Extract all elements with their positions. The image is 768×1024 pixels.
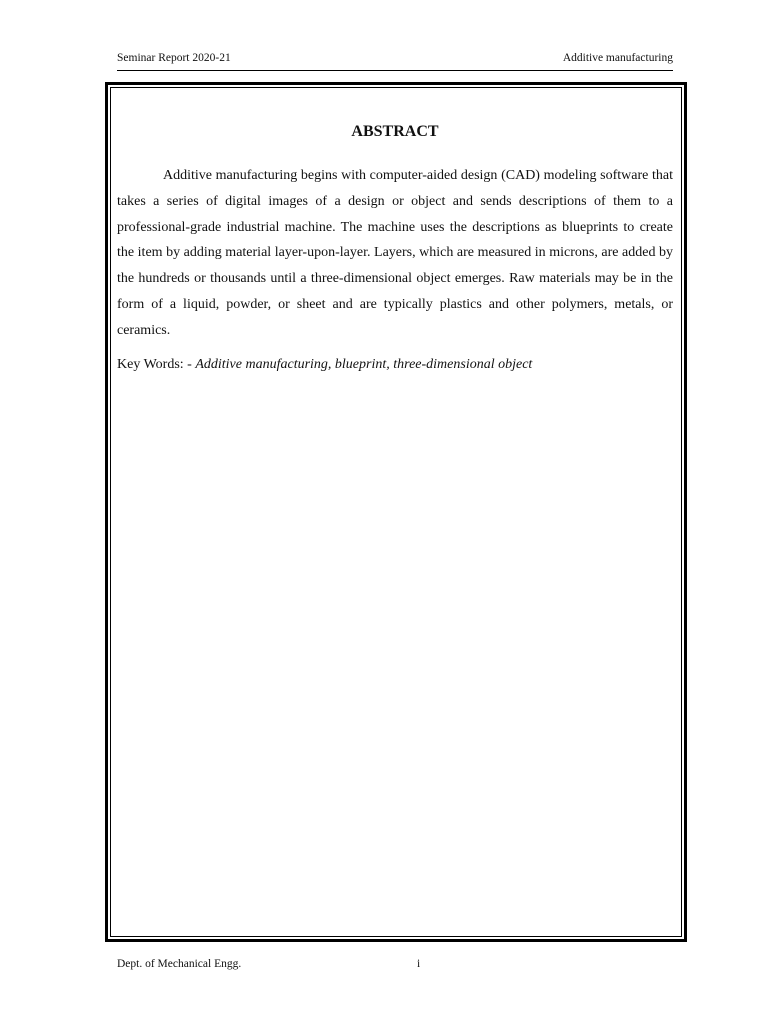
- keywords-line: [117, 355, 673, 375]
- page-header: [117, 52, 673, 71]
- keywords-label: Key Words: -: [117, 357, 196, 372]
- abstract-paragraph: Additive manufacturing begins with computer-aided design (CAD) modeling software that takes a series of digital images of a design or object and sends descriptions of them to a professional-grade industrial machine. The machine uses the descriptions as blueprints to create the item by adding material layer-upon-layer. Layers, which are measured in microns, are added by the hundreds or thousands until a three-dimensional object emerges. Raw materials may be in the form of a liquid, powder, or sheet and are typically plastics and other polymers, metals, or ceramics.: [117, 168, 673, 338]
- page-footer: [117, 958, 673, 974]
- header-report-title: Seminar Report 2020-21: [117, 52, 231, 64]
- keywords-values: Additive manufacturing, blueprint, three-dimensional object: [195, 357, 533, 372]
- header-topic: Additive manufacturing: [562, 52, 673, 64]
- section-title: ABSTRACT: [351, 123, 439, 140]
- page-number: i: [417, 958, 421, 970]
- footer-department: Dept. of Mechanical Engg.: [117, 958, 242, 970]
